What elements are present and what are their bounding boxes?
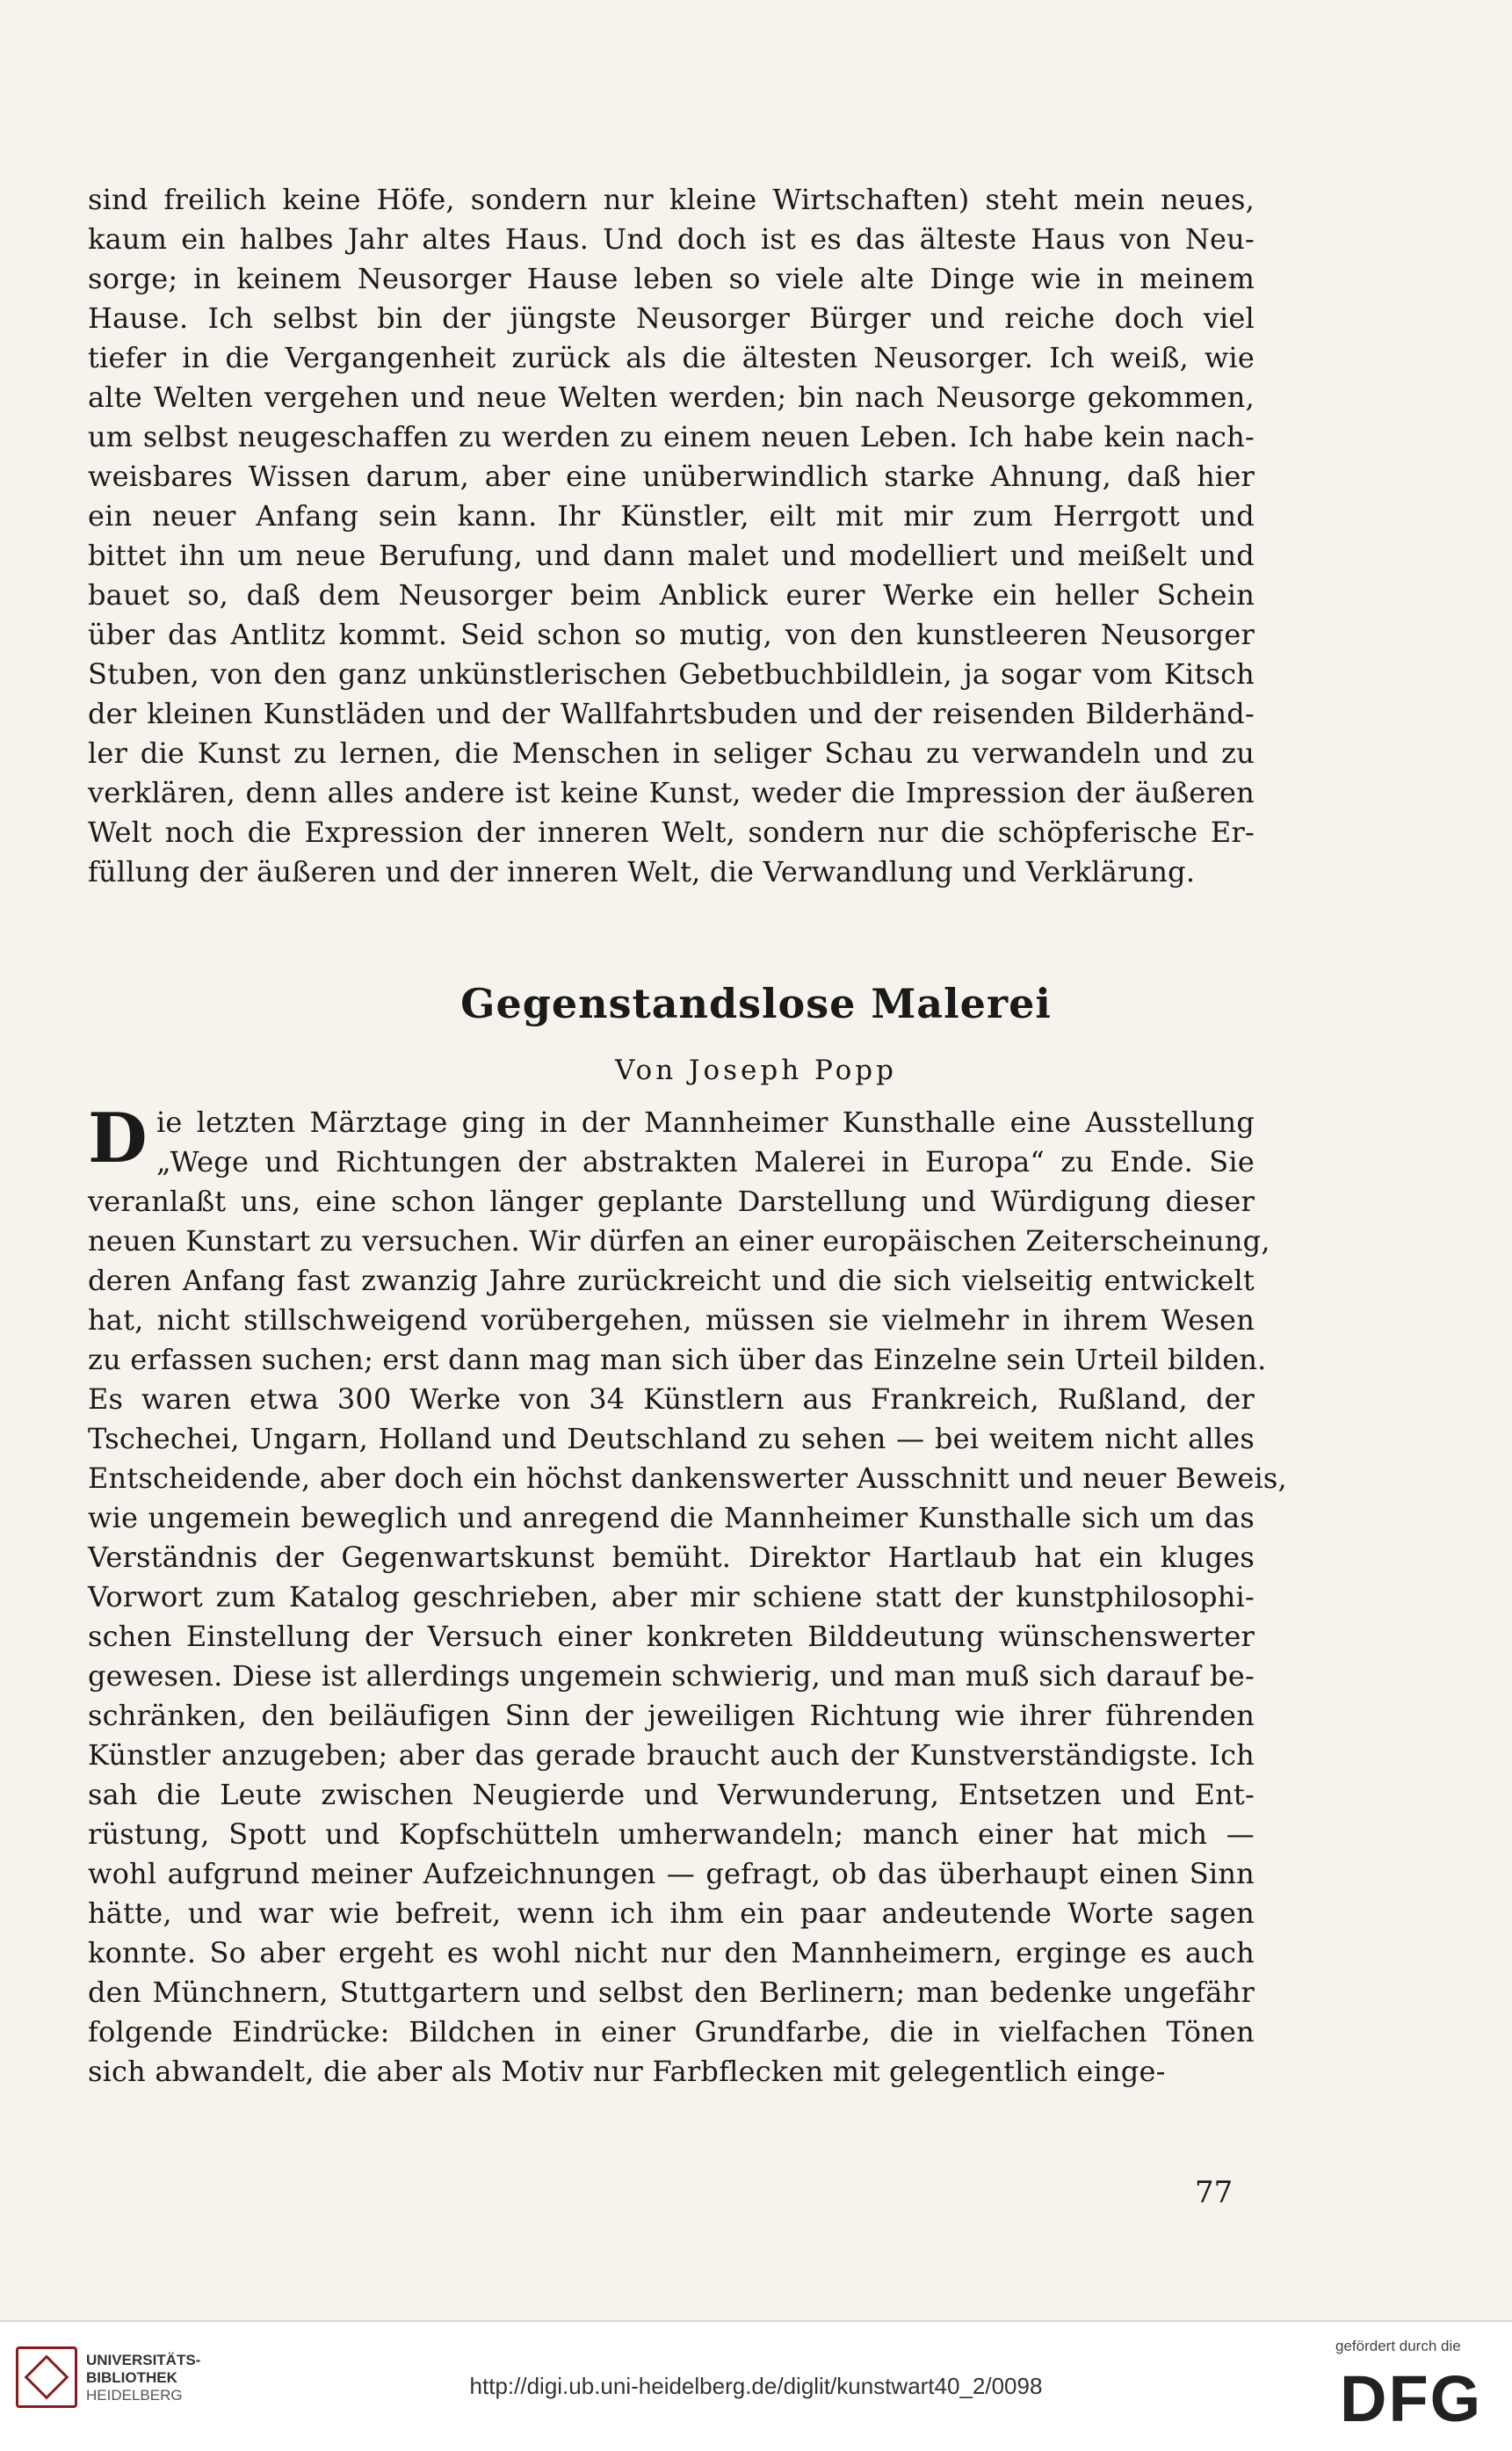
text-line: folgende Eindrücke: Bildchen in einer Grundfarbe, die in vielfachen Tönen [88, 2015, 1255, 2049]
text-line: ie letzten Märztage ging in der Mannheimer Kunsthalle eine Ausstellung [156, 1106, 1255, 1139]
text-line: gewesen. Diese ist allerdings ungemein schwierig, und man muß sich darauf be- [88, 1659, 1255, 1693]
article-body [88, 1099, 1287, 2092]
text-line: veranlaßt uns, eine schon länger geplante Darstellung und Würdigung dieser [88, 1185, 1255, 1218]
permalink-url[interactable]: http://digi.ub.uni-heidelberg.de/diglit/kunstwart40_2/0098 [469, 2373, 1043, 2399]
text-line: schränken, den beiläufigen Sinn der jeweiligen Richtung wie ihrer führenden [88, 1699, 1255, 1732]
text-line: schen Einstellung der Versuch einer konkreten Bilddeutung wünschenswerter [88, 1620, 1255, 1653]
text-line: „Wege und Richtungen der abstrakten Malerei in Europa“ zu Ende. Sie [156, 1145, 1255, 1178]
text-line: tiefer in die Vergangenheit zurück als die ältesten Neusorger. Ich weiß, wie [88, 341, 1255, 374]
text-line: wie ungemein beweglich und anregend die Mannheimer Kunsthalle sich um das [88, 1501, 1255, 1534]
page-number: 77 [1195, 2175, 1233, 2210]
text-line: Entscheidende, aber doch ein höchst dankenswerter Ausschnitt und neuer Beweis, [88, 1461, 1287, 1495]
text-line: Tschechei, Ungarn, Holland und Deutschland zu sehen — bei weitem nicht alles [88, 1422, 1255, 1455]
text-line: um selbst neugeschaffen zu werden zu einem neuen Leben. Ich habe kein nach- [88, 420, 1255, 453]
text-line: sah die Leute zwischen Neugierde und Verwunderung, Entsetzen und Ent- [88, 1778, 1255, 1811]
drop-cap: D [88, 1099, 148, 1178]
text-line: kaum ein halbes Jahr altes Haus. Und doch ist es das älteste Haus von Neu- [88, 222, 1255, 256]
text-line: weisbares Wissen darum, aber eine unüberwindlich starke Ahnung, daß hier [88, 460, 1255, 493]
text-line: Künstler anzugeben; aber das gerade braucht auch der Kunstverständigste. Ich [88, 1738, 1255, 1772]
text-line: zu erfassen suchen; erst dann mag man sich über das Einzelne sein Urteil bilden. [88, 1343, 1267, 1376]
text-line: über das Antlitz kommt. Seid schon so mutig, von den kunstleeren Neusorger [88, 618, 1255, 651]
text-line: füllung der äußeren und der inneren Welt, die Verwandlung und Verklärung. [88, 855, 1196, 888]
text-line: Vorwort zum Katalog geschrieben, aber mir schiene statt der kunstphilosophi- [88, 1580, 1255, 1613]
text-line: verklären, denn alles andere ist keine Kunst, weder die Impression der äußeren [88, 776, 1255, 809]
text-line: hätte, und war wie befreit, wenn ich ihm ein paar andeutende Worte sagen [88, 1896, 1255, 1930]
text-line: neuen Kunstart zu versuchen. Wir dürfen an einer europäischen Zeiterscheinung, [88, 1224, 1270, 1258]
text-line: bauet so, daß dem Neusorger beim Anblick eurer Werke ein heller Schein [88, 578, 1255, 612]
institution-name: UNIVERSITÄTS- BIBLIOTHEK HEIDELBERG [86, 2352, 201, 2404]
text-line: bittet ihn um neue Berufung, und dann malet und modelliert und meißelt und [88, 539, 1255, 572]
library-footer [0, 2320, 1512, 2451]
text-line: alte Welten vergehen und neue Welten werden; bin nach Neusorge gekommen, [88, 381, 1255, 414]
text-line: sorge; in keinem Neusorger Hause leben so viele alte Dinge wie in meinem [88, 262, 1255, 295]
text-line: hat, nicht stillschweigend vorübergehen, müssen sie vielmehr in ihrem Wesen [88, 1303, 1255, 1337]
text-line: sind freilich keine Höfe, sondern nur kleine Wirtschaften) steht mein neues, [88, 183, 1255, 216]
dfg-logo: DFG [1340, 2362, 1483, 2435]
text-line: ein neuer Anfang sein kann. Ihr Künstler, eilt mit mir zum Herrgott und [88, 499, 1255, 533]
text-line: konnte. So aber ergeht es wohl nicht nur den Mannheimern, erginge es auch [88, 1936, 1255, 1969]
text-line: Stuben, von den ganz unkünstlerischen Gebetbuchbildlein, ja sogar vom Kitsch [88, 657, 1255, 691]
text-line: wohl aufgrund meiner Aufzeichnungen — gefragt, ob das überhaupt einen Sinn [88, 1857, 1255, 1890]
text-line: ler die Kunst zu lernen, die Menschen in seliger Schau zu verwandeln und zu [88, 736, 1255, 770]
top-paragraph [88, 180, 1255, 892]
text-line: Verständnis der Gegenwartskunst bemüht. Direktor Hartlaub hat ein kluges [88, 1541, 1255, 1574]
text-line: den Münchnern, Stuttgartern und selbst den Berlinern; man bedenke ungefähr [88, 1976, 1255, 2009]
article-heading: Gegenstandslose Malerei [460, 980, 1052, 1027]
text-line: der kleinen Kunstläden und der Wallfahrtsbuden und der reisenden Bilderhänd- [88, 697, 1255, 730]
article-byline: Von Joseph Popp [615, 1055, 897, 1086]
funded-by-label: gefördert durch die [1335, 2338, 1461, 2354]
text-line: sich abwandelt, die aber als Motiv nur Farbflecken mit gelegentlich einge- [88, 2055, 1166, 2088]
text-line: deren Anfang fast zwanzig Jahre zurückreicht und die sich vielseitig entwickelt [88, 1264, 1255, 1297]
text-line: Welt noch die Expression der inneren Welt, sondern nur die schöpferische Er- [88, 816, 1255, 849]
text-line: rüstung, Spott und Kopfschütteln umherwandeln; manch einer hat mich — [88, 1817, 1255, 1851]
text-line: Es waren etwa 300 Werke von 34 Künstlern aus Frankreich, Rußland, der [88, 1382, 1255, 1416]
text-line: Hause. Ich selbst bin der jüngste Neusorger Bürger und reiche doch viel [88, 301, 1255, 335]
